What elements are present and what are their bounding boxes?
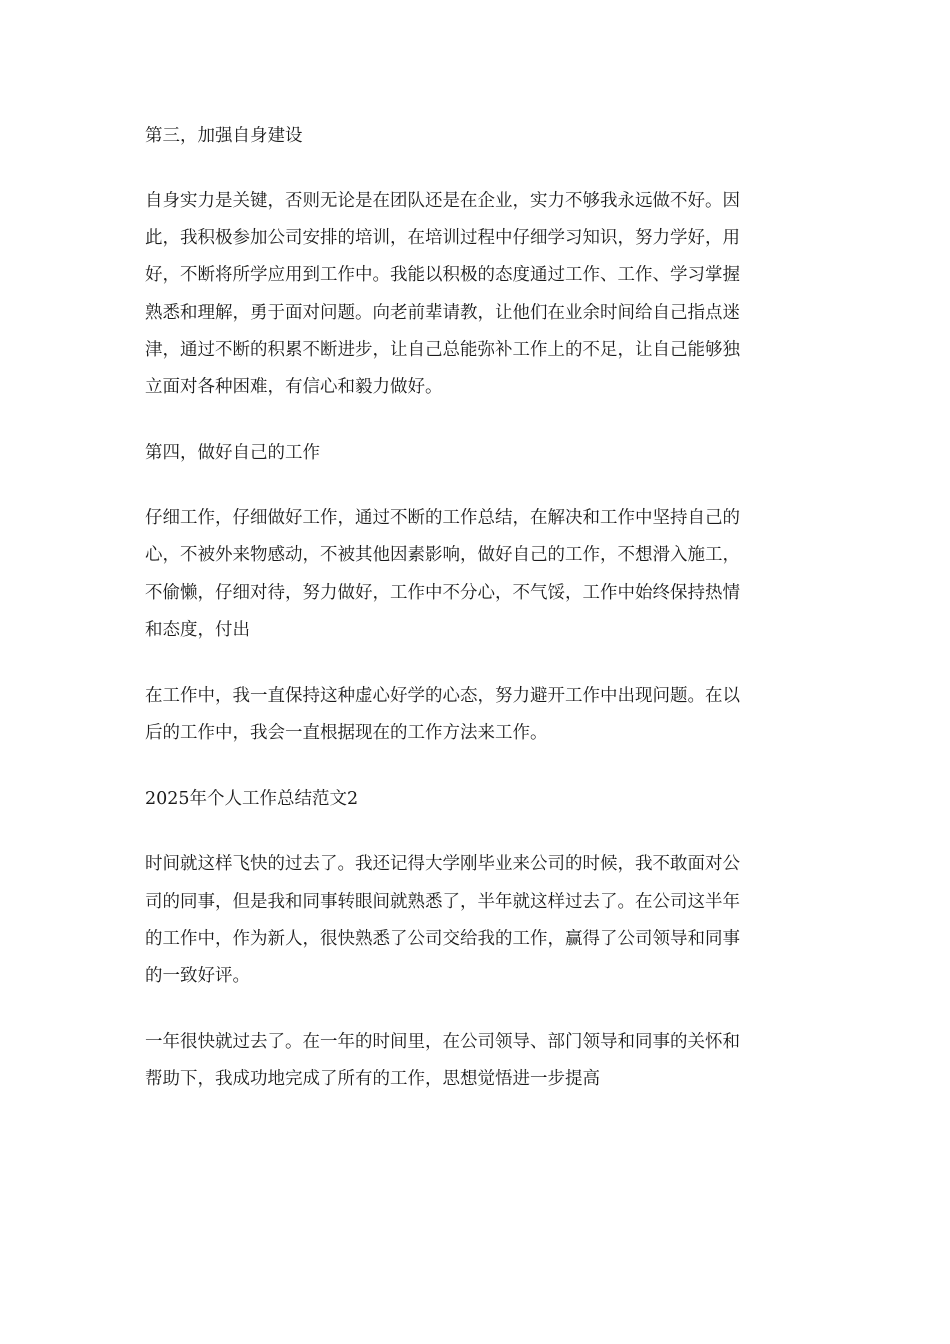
text-line: 司的同事，但是我和同事转眼间就熟悉了，半年就这样过去了。在公司这半年 [145,891,740,912]
text-line: 和态度，付出 [145,619,250,640]
text-line: 的工作中，作为新人，很快熟悉了公司交给我的工作，赢得了公司领导和同事 [145,928,740,949]
section-heading-third: 第三，加强自身建设 [145,126,303,146]
paragraph-one-year [145,1024,805,1098]
text-line: 立面对各种困难，有信心和毅力做好。 [145,377,443,398]
text-line: 自身实力是关键，否则无论是在团队还是在企业，实力不够我永远做不好。因 [145,191,740,211]
paragraph-humble-attitude [145,678,805,752]
text-line: 此，我积极参加公司安排的培训，在培训过程中仔细学习知识，努力学好，用 [145,228,740,249]
text-line: 好，不断将所学应用到工作中。我能以积极的态度通过工作、工作、学习掌握 [145,265,740,286]
text-line: 仔细工作，仔细做好工作，通过不断的工作总结，在解决和工作中坚持自己的 [145,508,740,529]
paragraph-self-strength [145,183,805,406]
paragraph-time-flies [145,846,805,995]
paragraph-do-own-work [145,500,805,649]
text-line: 一年很快就过去了。在一年的时间里，在公司领导、部门领导和同事的关怀和 [145,1032,740,1053]
section-heading-fourth: 第四，做好自己的工作 [145,443,320,464]
text-line: 不偷懒，仔细对待，努力做好，工作中不分心，不气馁，工作中始终保持热情 [145,582,740,603]
article-heading-sample-2: 2025年个人工作总结范文2 [145,789,359,810]
text-line: 在工作中，我一直保持这种虚心好学的心态，努力避开工作中出现问题。在以 [145,686,740,707]
text-line: 津，通过不断的积累不断进步，让自己总能弥补工作上的不足，让自己能够独 [145,339,740,360]
text-line: 熟悉和理解，勇于面对问题。向老前辈请教，让他们在业余时间给自己指点迷 [145,302,740,323]
text-line: 的一致好评。 [145,966,250,987]
text-line: 时间就这样飞快的过去了。我还记得大学刚毕业来公司的时候，我不敢面对公 [145,854,740,875]
text-line: 心，不被外来物感动，不被其他因素影响，做好自己的工作，不想滑入施工， [145,545,740,566]
text-line: 后的工作中，我会一直根据现在的工作方法来工作。 [145,723,548,744]
document-body [145,118,805,1128]
text-line: 帮助下，我成功地完成了所有的工作，思想觉悟进一步提高 [145,1069,600,1090]
